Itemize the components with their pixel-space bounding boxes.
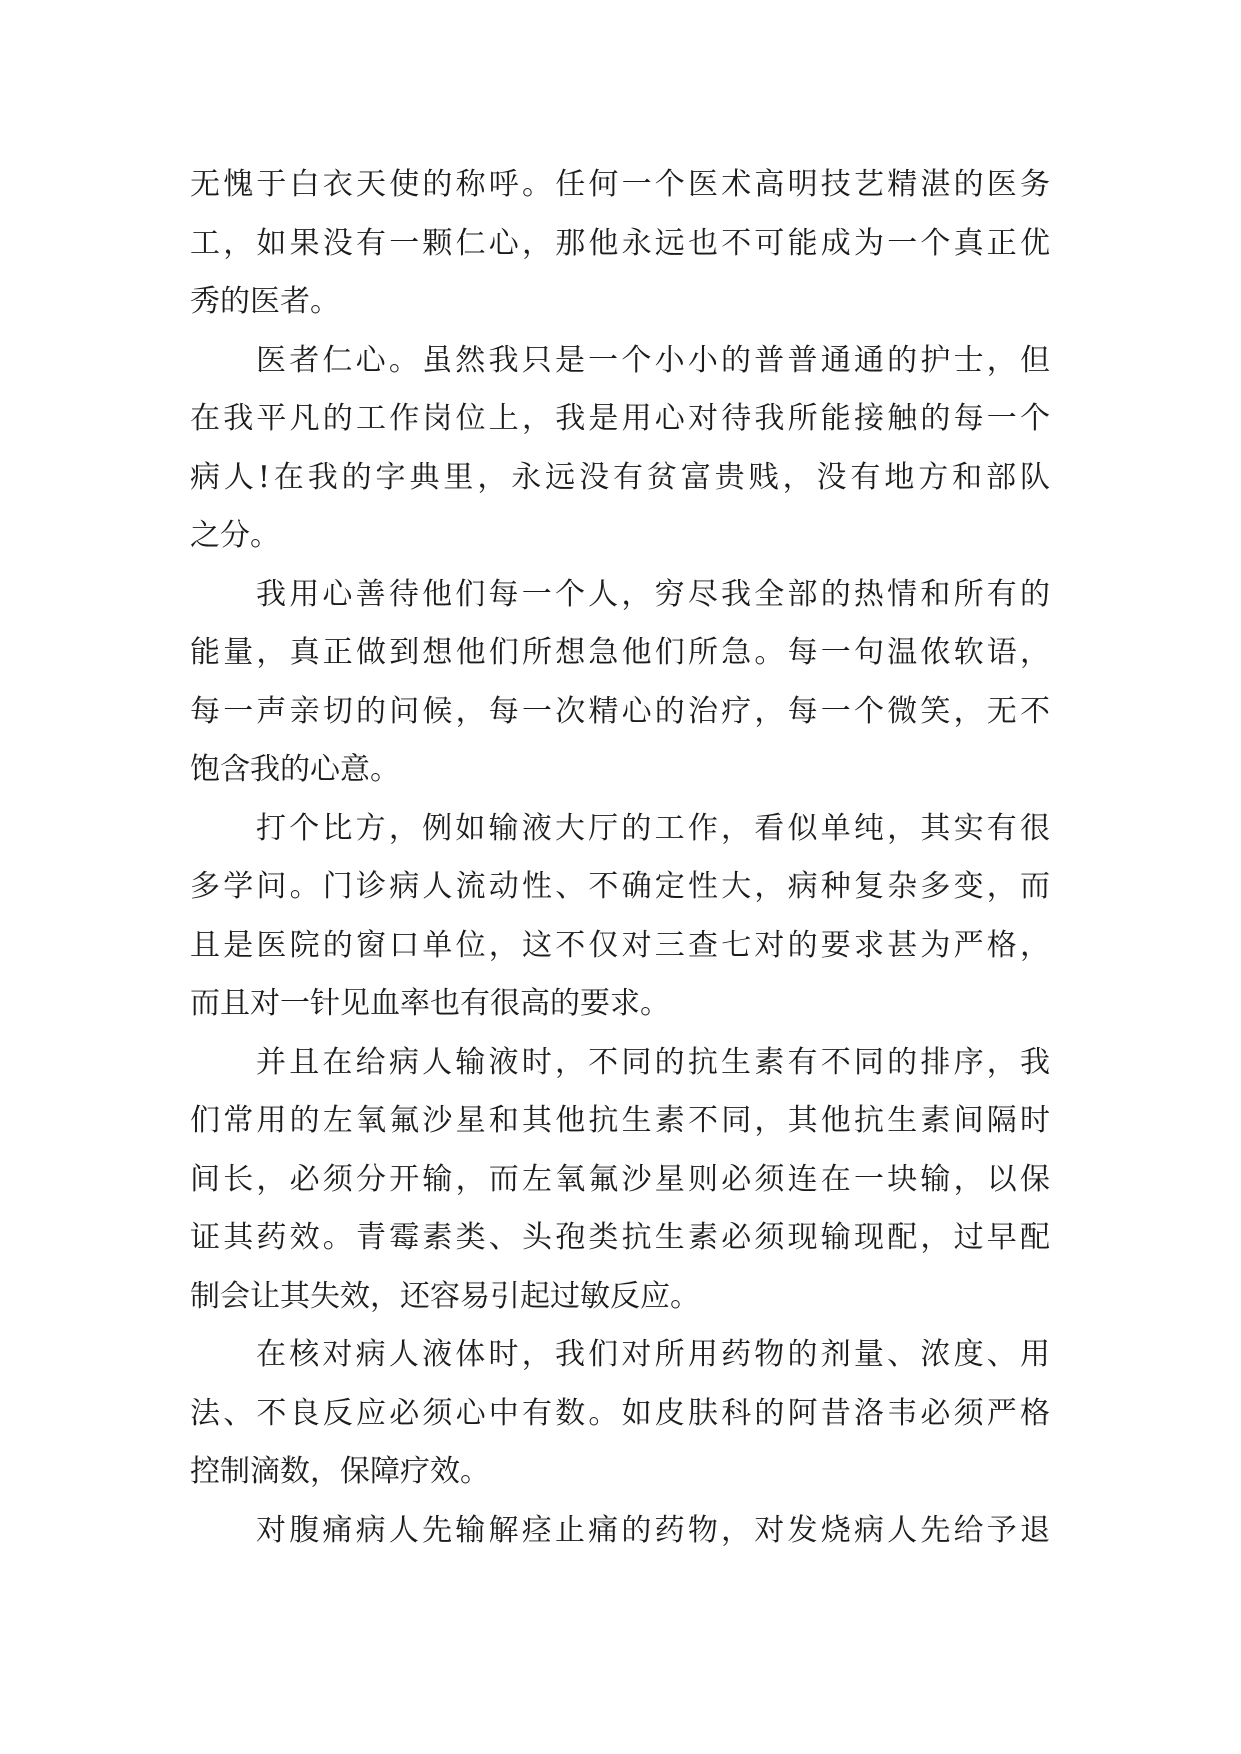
text-line: 在核对病人液体时，我们对所用药物的剂量、浓度、用 bbox=[256, 1337, 1050, 1372]
text-line: 们常用的左氧氟沙星和其他抗生素不同，其他抗生素间隔时 bbox=[190, 1103, 1050, 1138]
text-line: 工，如果没有一颗仁心，那他永远也不可能成为一个真正优 bbox=[190, 225, 1050, 261]
text-line: 饱含我的心意。 bbox=[190, 752, 400, 787]
text-line: 之分。 bbox=[190, 518, 280, 553]
paragraph-7 bbox=[190, 1502, 1050, 1561]
text-line: 制会让其失效，还容易引起过敏反应。 bbox=[190, 1278, 700, 1314]
text-line: 而且对一针见血率也有很高的要求。 bbox=[190, 986, 670, 1021]
text-line: 打个比方，例如输液大厅的工作，看似单纯，其实有很 bbox=[256, 810, 1050, 846]
text-line: 证其药效。青霉素类、头孢类抗生素必须现输现配，过早配 bbox=[190, 1220, 1050, 1255]
paragraph-5 bbox=[190, 1034, 1050, 1327]
text-line: 病人!在我的字典里，永远没有贫富贵贱，没有地方和部队 bbox=[190, 459, 1050, 495]
text-line: 多学问。门诊病人流动性、不确定性大，病种复杂多变，而 bbox=[190, 869, 1050, 904]
text-line: 每一声亲切的问候，每一次精心的治疗，每一个微笑，无不 bbox=[190, 693, 1050, 729]
text-line: 间长，必须分开输，而左氧氟沙星则必须连在一块输，以保 bbox=[190, 1161, 1050, 1197]
text-line: 并且在给病人输液时，不同的抗生素有不同的排序，我 bbox=[256, 1044, 1050, 1080]
text-line: 能量，真正做到想他们所想急他们所急。每一句温侬软语， bbox=[190, 635, 1050, 670]
text-line: 法、不良反应必须心中有数。如皮肤科的阿昔洛韦必须严格 bbox=[190, 1395, 1050, 1431]
text-line: 秀的医者。 bbox=[190, 284, 340, 319]
paragraph-1 bbox=[190, 156, 1050, 332]
text-line: 控制滴数，保障疗效。 bbox=[190, 1454, 490, 1489]
text-line: 我用心善待他们每一个人，穷尽我全部的热情和所有的 bbox=[256, 576, 1050, 612]
text-line: 在我平凡的工作岗位上，我是用心对待我所能接触的每一个 bbox=[190, 401, 1050, 436]
paragraph-6 bbox=[190, 1326, 1050, 1502]
paragraph-2 bbox=[190, 332, 1050, 566]
text-line: 对腹痛病人先输解痉止痛的药物，对发烧病人先给予退 bbox=[256, 1512, 1050, 1548]
body-text bbox=[190, 156, 1050, 1560]
text-line: 无愧于白衣天使的称呼。任何一个医术高明技艺精湛的医务 bbox=[190, 167, 1050, 202]
text-line: 医者仁心。虽然我只是一个小小的普普通通的护士，但 bbox=[256, 342, 1050, 378]
paragraph-4 bbox=[190, 800, 1050, 1034]
paragraph-3 bbox=[190, 566, 1050, 800]
text-line: 且是医院的窗口单位，这不仅对三查七对的要求甚为严格， bbox=[190, 927, 1050, 963]
